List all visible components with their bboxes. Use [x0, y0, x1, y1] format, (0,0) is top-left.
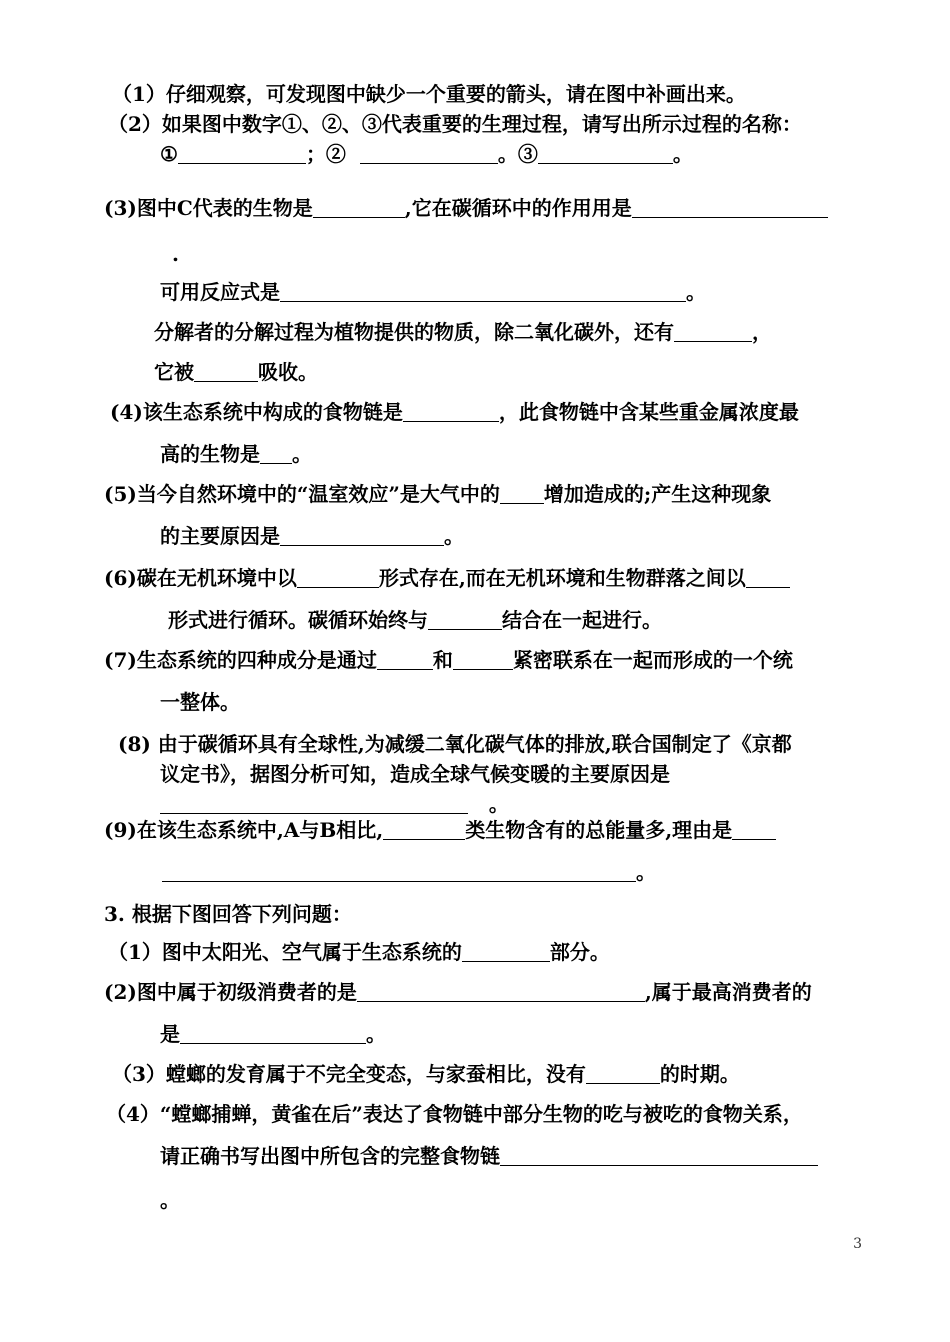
question-8-line1: (8) 由于碳循环具有全球性,为减缓二氧化碳气体的排放,联合国制定了《京都: [118, 732, 792, 756]
question-3-absorb: 它被 吸收。: [154, 360, 318, 384]
answer-blank[interactable]: [538, 143, 673, 164]
question-2-blanks: ① ；② 。③ 。: [160, 142, 693, 166]
page-number: 3: [853, 1236, 862, 1252]
answer-blank[interactable]: [162, 861, 636, 882]
answer-blank[interactable]: [297, 567, 379, 588]
answer-blank[interactable]: [746, 567, 790, 588]
section-3-question-4-line2: 请正确书写出图中所包含的完整食物链: [160, 1144, 818, 1168]
answer-blank[interactable]: [178, 143, 306, 164]
section-3-question-4-end: 。: [160, 1188, 180, 1212]
question-4-line1: (4)该生态系统中构成的食物链是 ，此食物链中含某些重金属浓度最: [110, 400, 799, 424]
question-3-reaction: 可用反应式是 。: [160, 280, 706, 304]
question-9-line2: 。: [162, 860, 656, 884]
answer-blank[interactable]: [280, 281, 686, 302]
section-3-question-4-line1: （4）“螳螂捕蝉，黄雀在后”表达了食物链中部分生物的吃与被吃的食物关系，: [106, 1102, 803, 1126]
question-8-line3: 。: [160, 792, 509, 816]
answer-blank[interactable]: [732, 819, 776, 840]
answer-blank[interactable]: [453, 649, 513, 670]
section-3-heading: 3. 根据下图回答下列问题：: [104, 902, 352, 926]
question-6-line2: 形式进行循环。碳循环始终与 结合在一起进行。: [168, 608, 662, 632]
question-4-line2: 高的生物是 。: [160, 442, 312, 466]
answer-blank[interactable]: [674, 321, 752, 342]
question-7-line1: (7)生态系统的四种成分是通过 和 紧密联系在一起而形成的一个统: [104, 648, 793, 672]
question-6-line1: (6)碳在无机环境中以 形式存在,而在无机环境和生物群落之间以: [104, 566, 790, 590]
answer-blank[interactable]: [500, 1145, 818, 1166]
question-2-text: （2）如果图中数字①、②、③代表重要的生理过程，请写出所示过程的名称：: [108, 112, 802, 136]
answer-blank[interactable]: [180, 1023, 366, 1044]
section-3-question-2-line2: 是 。: [160, 1022, 386, 1046]
answer-blank[interactable]: [260, 443, 292, 464]
question-3-decomposer: 分解者的分解过程为植物提供的物质，除二氧化碳外，还有 ，: [154, 320, 772, 344]
answer-blank[interactable]: [500, 483, 544, 504]
answer-blank[interactable]: [586, 1063, 660, 1084]
answer-blank[interactable]: [280, 525, 444, 546]
answer-blank[interactable]: [313, 197, 405, 218]
question-5-line2: 的主要原因是 。: [160, 524, 464, 548]
question-3-dot: .: [172, 242, 179, 266]
answer-blank[interactable]: [160, 793, 468, 814]
question-8-line2: 议定书》，据图分析可知，造成全球气候变暖的主要原因是: [160, 762, 670, 786]
answer-blank[interactable]: [194, 361, 258, 382]
answer-blank[interactable]: [357, 981, 645, 1002]
question-1: （1）仔细观察，可发现图中缺少一个重要的箭头，请在图中补画出来。: [112, 82, 746, 106]
question-5-line1: (5)当今自然环境中的“温室效应”是大气中的 增加造成的;产生这种现象: [104, 482, 772, 506]
answer-blank[interactable]: [428, 609, 502, 630]
question-3-line1: (3)图中C代表的生物是 ,它在碳循环中的作用用是: [104, 196, 828, 220]
answer-blank[interactable]: [632, 197, 828, 218]
answer-blank[interactable]: [360, 143, 498, 164]
question-7-line2: 一整体。: [160, 690, 240, 714]
answer-blank[interactable]: [383, 819, 465, 840]
section-3-question-3: （3）螳螂的发育属于不完全变态，与家蚕相比，没有 的时期。: [112, 1062, 740, 1086]
answer-blank[interactable]: [403, 401, 499, 422]
section-3-question-2-line1: (2)图中属于初级消费者的是 ,属于最高消费者的: [104, 980, 812, 1004]
answer-blank[interactable]: [377, 649, 433, 670]
question-9-line1: (9)在该生态系统中,A与B相比, 类生物含有的总能量多,理由是: [104, 818, 776, 842]
answer-blank[interactable]: [462, 941, 550, 962]
section-3-question-1: （1）图中太阳光、空气属于生态系统的 部分。: [108, 940, 610, 964]
